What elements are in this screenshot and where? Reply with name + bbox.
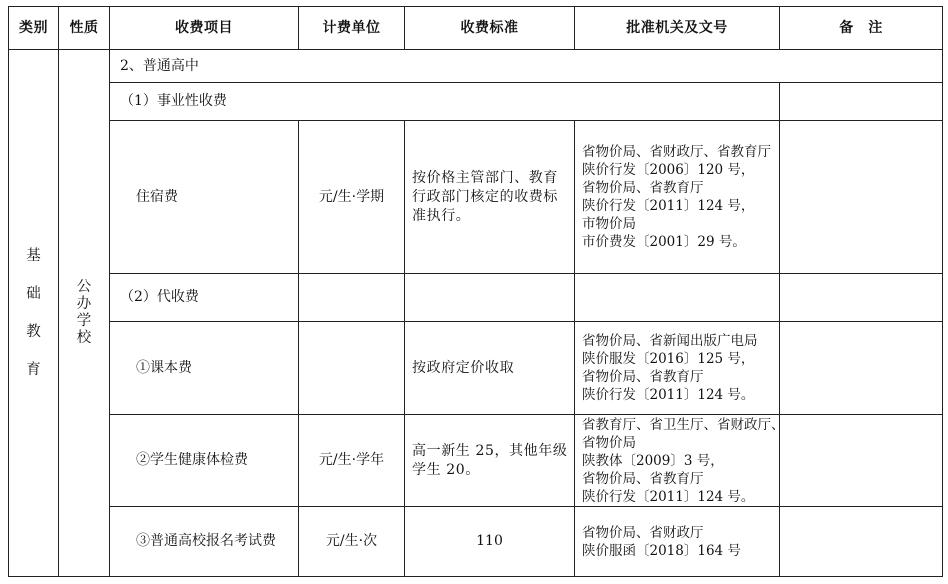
standard-cell: 按价格主管部门、教育行政部门核定的收费标准执行。	[405, 121, 575, 274]
remarks-cell	[780, 415, 943, 507]
subsection-row	[9, 274, 943, 322]
approval-line: 省物价局、省财政厅	[582, 524, 704, 541]
standard-cell: 110	[405, 507, 575, 577]
approval-cell	[575, 415, 785, 507]
approval-line: 省物价局、省教育厅	[582, 180, 704, 196]
nature-char: 办	[76, 296, 92, 312]
table-row	[9, 415, 943, 507]
header-row	[9, 7, 943, 50]
category-char: 育	[26, 362, 41, 378]
header-item: 收费项目	[110, 7, 299, 50]
item-cell: ②学生健康体检费	[110, 415, 299, 507]
item-cell: ①课本费	[110, 322, 299, 415]
approval-line: 陕价行发〔2011〕124 号，	[582, 198, 755, 214]
approval-cell	[575, 322, 780, 415]
header-remarks: 备 注	[780, 7, 943, 50]
unit-cell	[299, 322, 405, 415]
item-cell: ③普通高校报名考试费	[110, 507, 299, 577]
category-char: 教	[26, 324, 41, 340]
section-title: 2、普通高中	[110, 50, 943, 83]
subsection-title: （2）代收费	[110, 274, 299, 322]
approval-line: 省物价局、省财政厅、省教育厅	[582, 144, 771, 160]
approval-line: 陕价服发〔2016〕125 号，	[582, 351, 755, 367]
standard-cell: 按政府定价收取	[405, 322, 575, 415]
header-nature: 性质	[59, 7, 110, 50]
remarks-cell	[780, 121, 943, 274]
fee-table	[8, 6, 943, 577]
approval-line: 市价费发〔2001〕29 号。	[582, 234, 746, 250]
table-row	[9, 507, 943, 577]
unit-cell: 元/生·次	[299, 507, 405, 577]
approval-line: 陕价行发〔2006〕120 号，	[582, 162, 755, 178]
approval-line: 陕价服函〔2018〕164 号	[582, 542, 741, 559]
approval-line: 陕教体〔2009〕3 号，	[582, 452, 724, 469]
header-standard: 收费标准	[405, 7, 575, 50]
approval-line: 陕价行发〔2011〕124 号。	[582, 387, 755, 403]
header-unit: 计费单位	[299, 7, 405, 50]
approval-line: 省物价局	[582, 434, 636, 451]
remarks-cell	[780, 322, 943, 415]
category-cell	[9, 50, 59, 577]
section-row	[9, 50, 943, 83]
approval-line: 省物价局、省新闻出版广电局	[582, 333, 758, 349]
subsection-title: （1）事业性收费	[110, 83, 780, 121]
remarks-cell	[780, 507, 943, 577]
nature-char: 校	[76, 330, 92, 346]
item-cell: 住宿费	[110, 121, 299, 274]
approval-line: 陕价行发〔2011〕124 号。	[582, 488, 755, 505]
header-approval: 批准机关及文号	[575, 7, 780, 50]
header-category: 类别	[9, 7, 59, 50]
approval-line: 市物价局	[582, 216, 636, 232]
category-char: 础	[26, 286, 41, 302]
table-row	[9, 121, 943, 274]
approval-cell	[575, 507, 780, 577]
approval-line: 省物价局、省教育厅	[582, 470, 704, 487]
fee-table-page	[8, 6, 942, 579]
unit-cell	[299, 274, 405, 322]
nature-cell	[59, 50, 110, 577]
remarks-cell	[780, 274, 943, 322]
unit-cell: 元/生·学年	[299, 415, 405, 507]
standard-cell: 高一新生 25，其他年级学生 20。	[405, 415, 575, 507]
category-char: 基	[26, 248, 41, 264]
standard-cell	[405, 274, 575, 322]
approval-cell	[575, 274, 780, 322]
approval-cell	[575, 121, 780, 274]
unit-cell: 元/生·学期	[299, 121, 405, 274]
nature-char: 公	[76, 279, 92, 295]
approval-line: 省物价局、省教育厅	[582, 369, 704, 385]
approval-line: 省教育厅、省卫生厅、省财政厅、	[582, 416, 785, 433]
nature-char: 学	[76, 313, 92, 329]
table-row	[9, 322, 943, 415]
remarks-cell	[780, 83, 943, 121]
subsection-row	[9, 83, 943, 121]
